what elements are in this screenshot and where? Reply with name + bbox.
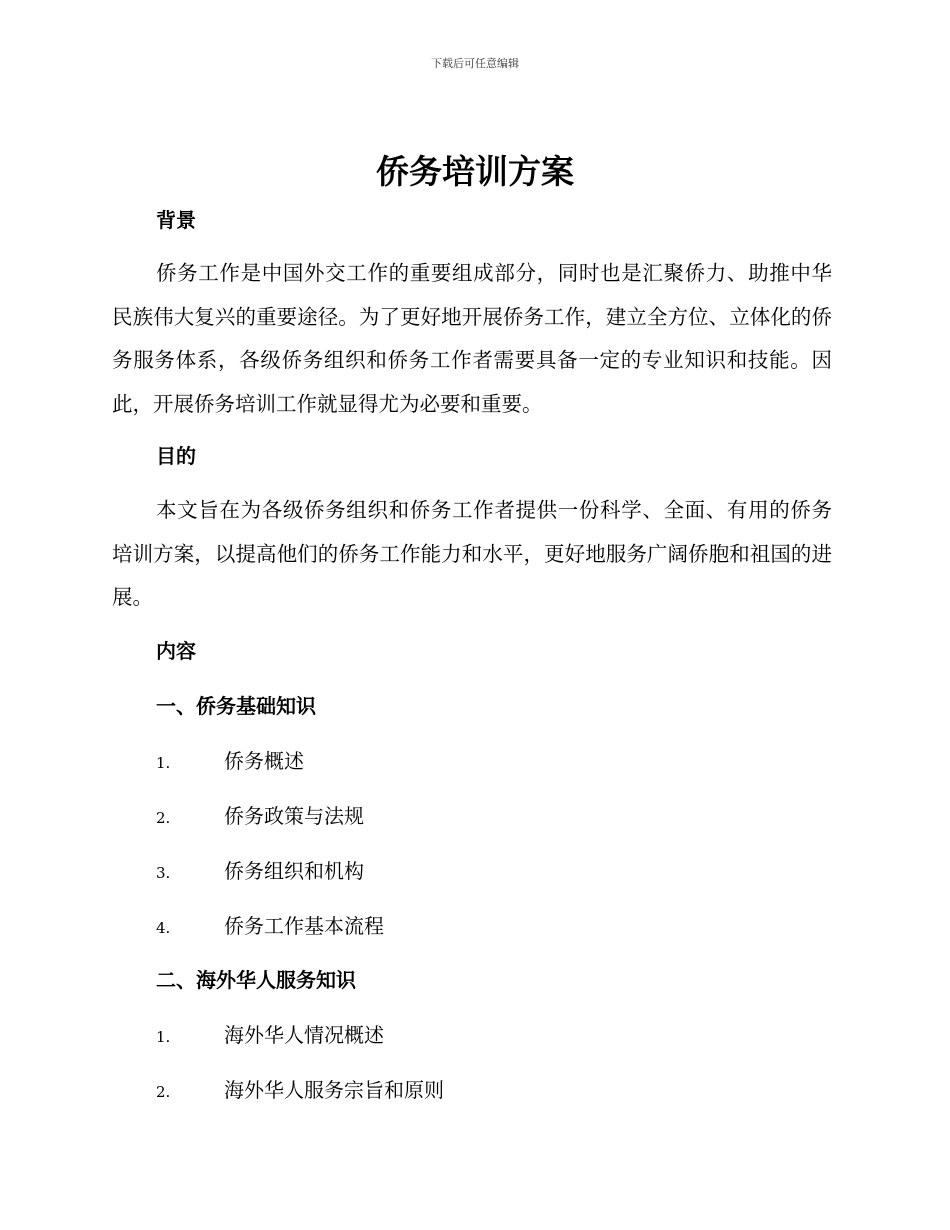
list-number: 1. (156, 754, 171, 772)
list-item (156, 747, 304, 777)
list-text: 海外华人情况概述 (224, 1023, 384, 1047)
heading-part2: 二、海外华人服务知识 (156, 968, 356, 992)
header-note: 下载后可任意编辑 (431, 57, 519, 70)
list-item (156, 802, 364, 832)
paragraph-purpose: 本文旨在为各级侨务组织和侨务工作者提供一份科学、全面、有用的侨务培训方案，以提高他们的侨务工作能力和水平，更好地服务广阔侨胞和祖国的进展。 (112, 498, 832, 609)
heading-purpose: 目的 (156, 444, 196, 468)
list-number: 4. (156, 919, 171, 937)
list-text: 海外华人服务宗旨和原则 (224, 1078, 444, 1102)
list-number: 2. (156, 1083, 171, 1101)
list-number: 2. (156, 809, 171, 827)
list-text: 侨务工作基本流程 (224, 914, 384, 938)
list-item (156, 1021, 384, 1051)
heading-part1: 一、侨务基础知识 (156, 694, 316, 718)
heading-content: 内容 (156, 639, 196, 663)
list-text: 侨务政策与法规 (224, 804, 364, 828)
list-number: 3. (156, 864, 171, 882)
list-item (156, 1076, 444, 1106)
list-item (156, 912, 384, 942)
list-item (156, 857, 364, 887)
document-title: 侨务培训方案 (376, 152, 574, 191)
paragraph-background: 侨务工作是中国外交工作的重要组成部分，同时也是汇聚侨力、助推中华民族伟大复兴的重要途径。为了更好地开展侨务工作，建立全方位、立体化的侨务服务体系，各级侨务组织和侨务工作者需要具备一定的专业知识和技能。因此，开展侨务培训工作就显得尤为必要和重要。 (112, 261, 832, 416)
list-text: 侨务概述 (224, 749, 304, 773)
list-text: 侨务组织和机构 (224, 859, 364, 883)
heading-background: 背景 (156, 208, 196, 232)
list-number: 1. (156, 1028, 171, 1046)
